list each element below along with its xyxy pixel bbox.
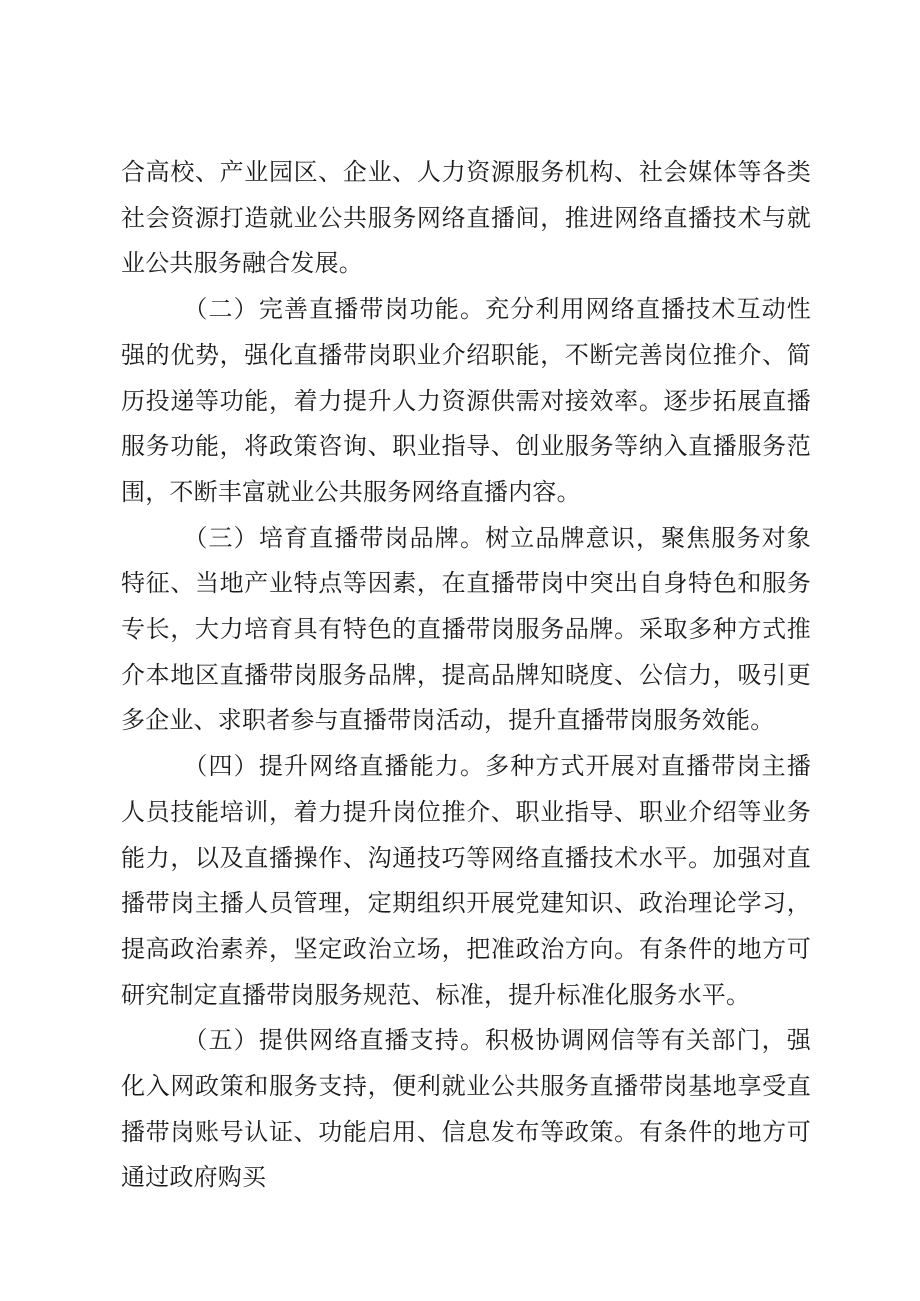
paragraph-section-2: （二）完善直播带岗功能。充分利用网络直播技术互动性强的优势，强化直播带岗职业介绍职能，不断完善岗位推介、简历投递等功能，着力提升人力资源供需对接效率。逐步拓展直播服务功能，将政策咨询、职业指导、创业服务等纳入直播服务范围，不断丰富就业公共服务网络直播内容。	[121, 295, 811, 506]
paragraph-section-4: （四）提升网络直播能力。多种方式开展对直播带岗主播人员技能培训，着力提升岗位推介、职业指导、职业介绍等业务能力，以及直播操作、沟通技巧等网络直播技术水平。加强对直播带岗主播人员管理，定期组织开展党建知识、政治理论学习，提高政治素养，坚定政治立场，把准政治方向。有条件的地方可研究制定直播带岗服务规范、标准，提升标准化服务水平。	[121, 752, 811, 1009]
paragraph-continuation: 合高校、产业园区、企业、人力资源服务机构、社会媒体等各类社会资源打造就业公共服务网络直播间，推进网络直播技术与就业公共服务融合发展。	[121, 158, 811, 278]
paragraph-section-3: （三）培育直播带岗品牌。树立品牌意识，聚焦服务对象特征、当地产业特点等因素，在直播带岗中突出自身特色和服务专长，大力培育具有特色的直播带岗服务品牌。采取多种方式推介本地区直播带岗服务品牌，提高品牌知晓度、公信力，吸引更多企业、求职者参与直播带岗活动，提升直播带岗服务效能。	[121, 523, 811, 735]
document-body	[121, 150, 811, 1201]
paragraph-section-5: （五）提供网络直播支持。积极协调网信等有关部门，强化入网政策和服务支持，便利就业公共服务直播带岗基地享受直播带岗账号认证、功能启用、信息发布等政策。有条件的地方可通过政府购买	[121, 1026, 811, 1192]
